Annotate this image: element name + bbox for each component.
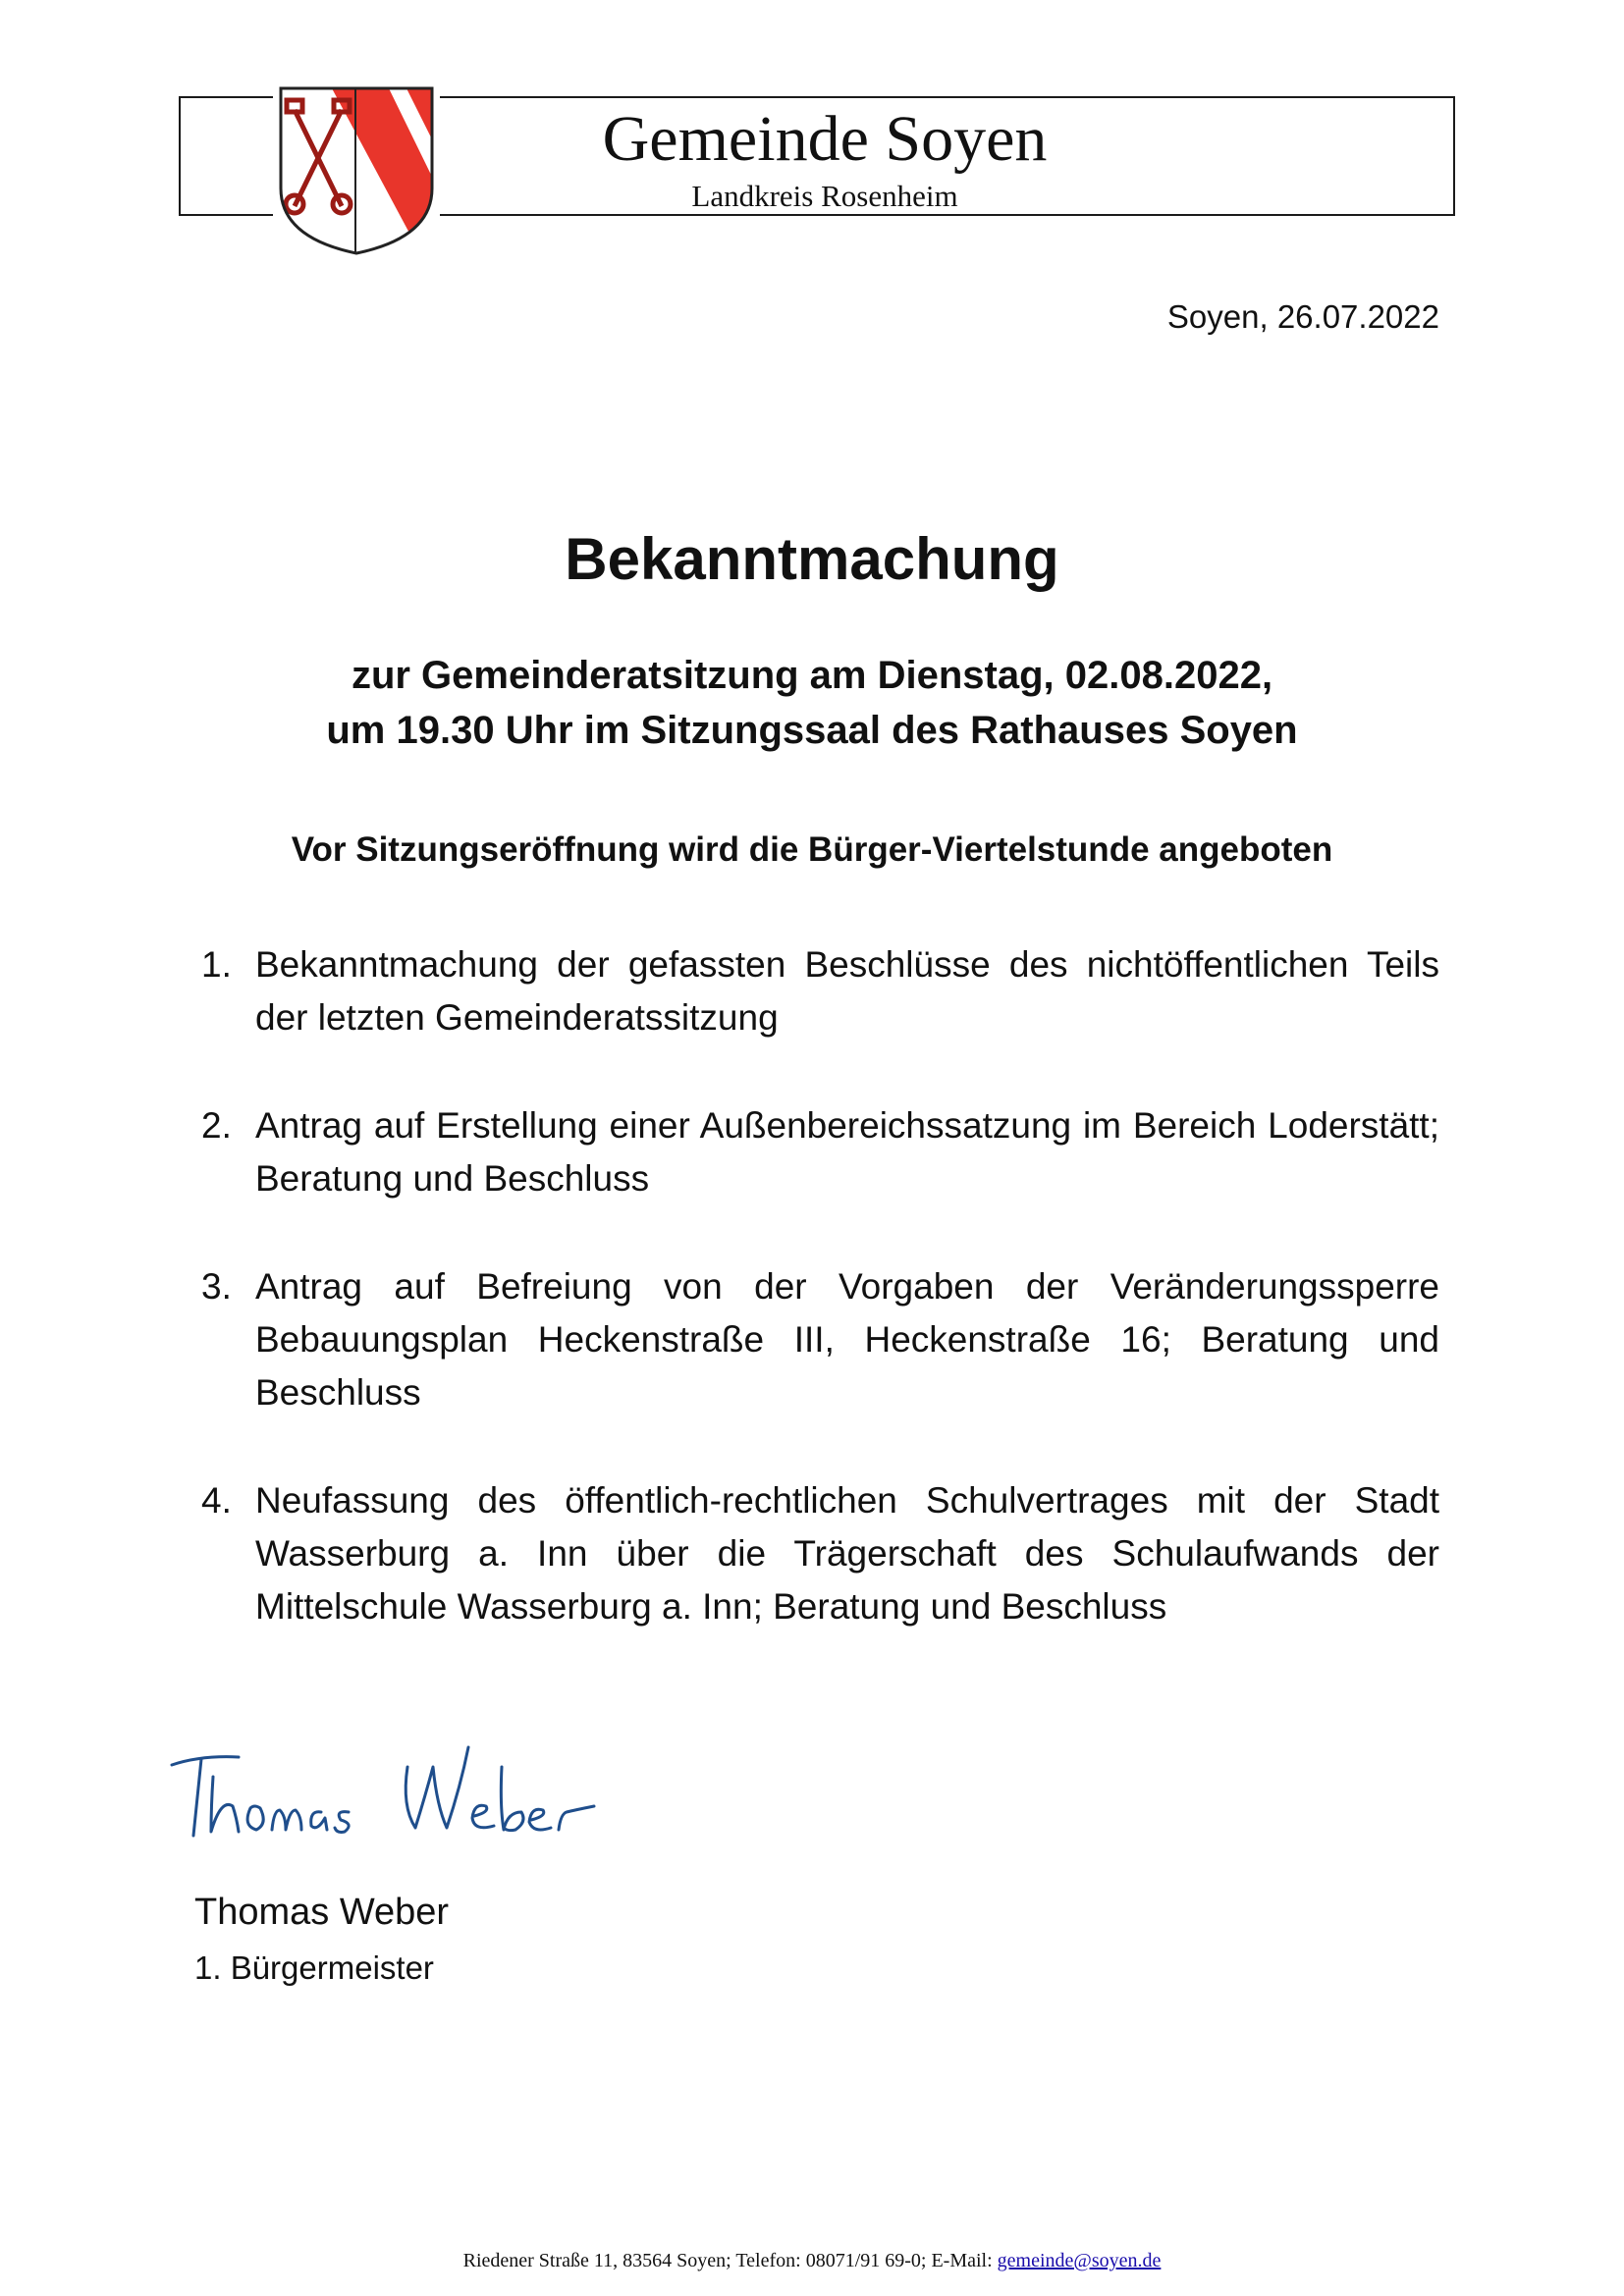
agenda-item-number: 2. [201,1105,232,1146]
district-name: Landkreis Rosenheim [691,179,958,213]
agenda-item [196,938,1439,1044]
municipality-name: Gemeinde Soyen [602,103,1048,175]
meeting-info [0,648,1624,758]
document-title: Bekanntmachung [565,526,1059,592]
meeting-info-line-1: zur Gemeinderatsitzung am Dienstag, 02.08.2022, [351,654,1273,697]
agenda-item-number: 4. [201,1480,232,1521]
meeting-info-line-2: um 19.30 Uhr im Sitzungssaal des Rathauses Soyen [326,709,1298,752]
footer-address: Riedener Straße 11, 83564 Soyen; Telefon: 08071/91 69-0; E-Mail: [462,2250,998,2271]
place-date: Soyen, 26.07.2022 [1166,298,1439,335]
agenda-item-number: 1. [201,944,232,985]
agenda-item-text: Neufassung des öffentlich-rechtlichen Schulvertrages mit der Stadt Wasserburg a. Inn über die Trägerschaft des Schulaufwands der Mittelschule Wasserburg a. Inn; Beratung und Beschluss [255,1480,1439,1627]
agenda-item-text: Antrag auf Befreiung von der Vorgaben der Veränderungssperre Bebauungsplan Heckenstraße III, Heckenstraße 16; Beratung und Beschluss [255,1266,1439,1413]
footer [0,2248,1624,2273]
coat-of-arms-icon [273,80,440,259]
agenda-item [196,1099,1439,1205]
signer-name: Thomas Weber [194,1892,450,1933]
agenda-item-text: Antrag auf Erstellung einer Außenbereichssatzung im Bereich Loderstätt; Beratung und Beschluss [255,1105,1439,1199]
agenda-item [196,1260,1439,1419]
agenda-item-text: Bekanntmachung der gefassten Beschlüsse des nichtöffentlichen Teils der letzten Gemeinderatssitzung [255,944,1439,1038]
signer-role: 1. Bürgermeister [194,1949,434,1986]
footer-email-link[interactable]: gemeinde@soyen.de [997,2250,1162,2271]
agenda-item-number: 3. [201,1266,232,1307]
agenda-item [196,1474,1439,1633]
handwritten-signature [162,1737,633,1845]
agenda-list [196,938,1439,1688]
citizen-quarter-hour-note: Vor Sitzungseröffnung wird die Bürger-Viertelstunde angeboten [291,830,1333,869]
